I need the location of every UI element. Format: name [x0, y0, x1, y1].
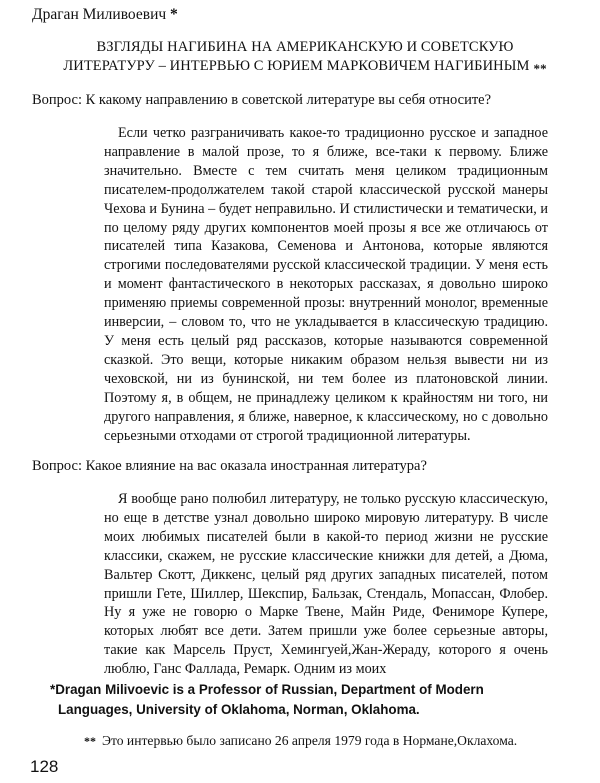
title-line-1: ВЗГЛЯДЫ НАГИБИНА НА АМЕРИКАНСКУЮ И СОВЕТСКУЮ [96, 39, 514, 55]
title-line-2 [60, 57, 550, 78]
answer-2 [104, 490, 548, 679]
footnote-1-mark: * [50, 682, 56, 697]
title-footnote-mark: ** [533, 61, 547, 76]
question-1: Вопрос: К какому направлению в советской литературе вы себя относите? [32, 92, 492, 108]
answer-2-text: Я вообще рано полюбил литературу, не только русскую классическую, но еще в детстве узнал довольно широко мировую литературу. В числе моих любимых писателей были в какой-то период жизни не русские классики, скажем, не русские классические книжки для детей, а Дюма, Вальтер Скотт, Диккенс, целый ряд других западных писателей, потом пришли Гете, Шиллер, Шекспир, Бальзак, Стендаль, Мопассан, Флобер. Ну я уже не говорю о Марке Твене, Майн Риде, Фениморе Купере, которых любят все дети. Затем пришли уже более серьезные авторы, такие как Марсель Пруст, Хемингуей,Жан-Жераду, которого я очень люблю, Ганс Фаллада, Ремарк. Одним из моих [104, 491, 548, 678]
footnote-1 [50, 680, 558, 720]
question-2: Вопрос: Какое влияние на вас оказала иностранная литература? [32, 458, 427, 474]
footnote-2 [84, 733, 517, 749]
article-title [60, 38, 550, 78]
title-line-2-text: ЛИТЕРАТУРУ – ИНТЕРВЬЮ С ЮРИЕМ МАРКОВИЧЕМ НАГИБИНЫМ [63, 58, 530, 74]
author-name [32, 6, 178, 24]
footnote-1-text: Dragan Milivoevic is a Professor of Russian, Department of Modern Languages, University of Oklahoma, Norman, Oklahoma. [55, 682, 484, 717]
footnote-2-mark: ** [84, 734, 96, 748]
footnote-2-text: Это интервью было записано 26 апреля 1979 года в Нормане,Оклахома. [102, 733, 518, 748]
answer-1-text: Если четко разграничивать какое-то традиционно русское и западное направление в малой прозе, то я ближе, все-таки к первому. Ближе значительно. Вместе с тем считать меня целиком традиционным писателем-продолжателем такой старой классической русской манеры Чехова и Бунина – будет неправильно. И стилистически и тематически, и по целому ряду других компонентов моей прозы я все же отличаюсь от писателей типа Казакова, Семенова и Антонова, которые являются строгими последователями русской классической традиции. У меня есть и момент фантастического в некоторых рассказах, я довольно широко применяю приемы современной прозы: внутренний монолог, временные инверсии, – словом то, что не укладывается в классическую традицию. У меня есть целый ряд рассказов, которые называются современной сказкой. Это вещи, которые никаким образом нельзя вывести ни из чеховской, ни из бунинской, ни тем более из платоновской линии. Поэтому я, в общем, не принадлежу целиком к крайностям ни того, ни другого направления, я ближе, наверное, к классическому, но с довольно серьезными отходами от строгой традиционной литературы. [104, 125, 548, 444]
author-text: Драган Миливоевич [32, 6, 167, 23]
answer-1 [104, 124, 548, 445]
page-number: 128 [30, 757, 59, 776]
author-footnote-mark: * [170, 6, 178, 23]
